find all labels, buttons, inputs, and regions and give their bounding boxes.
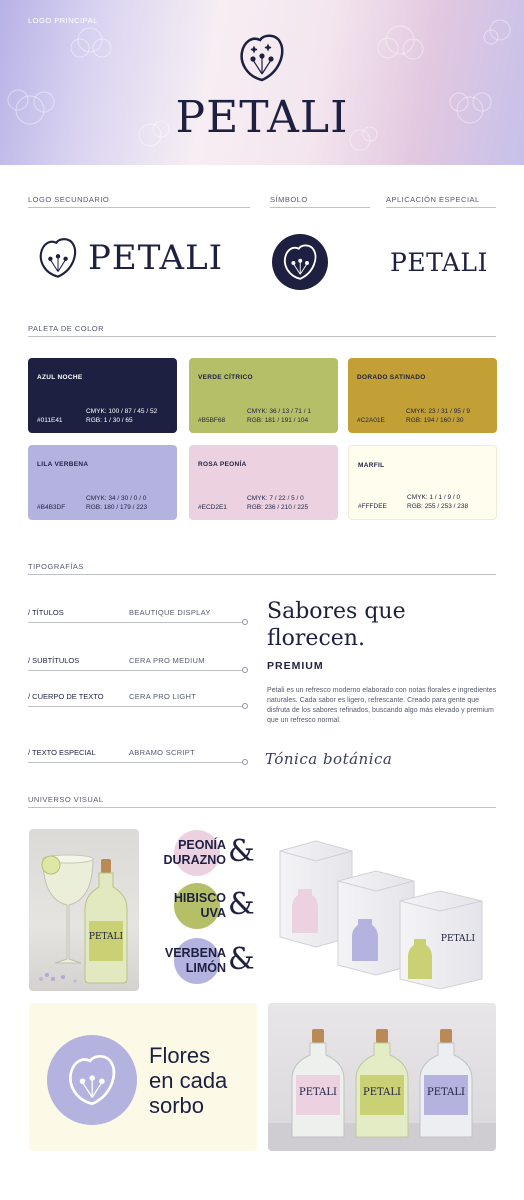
type-role: / TÍTULOS xyxy=(28,608,64,617)
swatch-name: AZUL NOCHE xyxy=(37,374,83,381)
swatch-rgb: RGB: 181 / 191 / 104 xyxy=(247,417,309,424)
secondary-logo xyxy=(36,236,223,280)
circle-marker-icon xyxy=(242,703,248,709)
circle-marker-icon xyxy=(242,759,248,765)
divider xyxy=(28,207,250,208)
swatch-rgb: RGB: 236 / 210 / 225 xyxy=(247,504,309,511)
swatch-name: LILA VERBENA xyxy=(37,461,89,468)
color-swatch xyxy=(189,445,338,520)
swatch-cmyk: CMYK: 36 / 13 / 71 / 1 xyxy=(247,408,311,415)
circle-marker-icon xyxy=(242,619,248,625)
swatch-hex: #ECD2E1 xyxy=(198,504,227,511)
swatch-cmyk: CMYK: 1 / 1 / 9 / 0 xyxy=(407,494,461,501)
petal-emblem-icon xyxy=(272,234,328,290)
typography-row-body xyxy=(28,692,248,706)
section-label-special: APLICACIÓN ESPECIAL xyxy=(386,195,480,204)
secondary-wordmark: PETALI xyxy=(88,238,224,278)
bottle-label-text: PETALI xyxy=(427,1087,465,1098)
bottle-label-text: PETALI xyxy=(88,932,124,942)
packaging-boxes-photo xyxy=(268,829,496,991)
type-font: BEAUTIQUE DISPLAY xyxy=(129,608,211,617)
bottle-label-text: PETALI xyxy=(363,1087,401,1098)
flavor-peonia-durazno: PEONÍA DURAZNO & xyxy=(170,830,252,876)
color-swatch xyxy=(348,445,497,520)
swatch-hex: #B4B3DF xyxy=(37,504,66,511)
color-swatch xyxy=(348,358,497,433)
color-swatch xyxy=(28,445,177,520)
flavor-verbena-limon: VERBENA LIMÓN & xyxy=(170,938,252,984)
swatch-hex: #B5BF68 xyxy=(198,417,226,424)
divider xyxy=(28,807,496,808)
display-sample: Sabores que florecen. xyxy=(267,599,406,651)
petal-emblem-icon xyxy=(236,32,288,84)
swatch-name: ROSA PEONÍA xyxy=(198,461,247,468)
swatch-name: VERDE CÍTRICO xyxy=(198,374,253,381)
symbol-badge xyxy=(272,234,328,290)
special-wordmark: PETALI xyxy=(390,248,488,277)
type-role: / SUBTÍTULOS xyxy=(28,656,80,665)
circle-marker-icon xyxy=(242,667,248,673)
swatch-name: MARFIL xyxy=(358,462,385,469)
swatch-rgb: RGB: 180 / 179 / 223 xyxy=(86,504,148,511)
divider xyxy=(386,207,496,208)
type-role: / CUERPO DE TEXTO xyxy=(28,692,104,701)
hero-banner xyxy=(0,0,524,165)
section-label-primary-logo: LOGO PRINCIPAL xyxy=(28,16,98,25)
section-label-secondary-logo: LOGO SECUNDARIO xyxy=(28,195,110,204)
three-bottles-photo xyxy=(268,1003,496,1151)
body-sample: Petali es un refresco moderno elaborado con notas florales e ingredientes naturales. Cada sabor es ligero, refrescante. Creado para gente que disfruta de los sabores refinados, buscando algo más elevado y premium que un refresco normal. xyxy=(267,687,497,724)
swatch-cmyk: CMYK: 100 / 87 / 45 / 52 xyxy=(86,408,158,415)
tagline: Flores en cada sorbo xyxy=(149,1043,228,1118)
typography-row-special xyxy=(28,748,248,762)
type-font: CERA PRO MEDIUM xyxy=(129,656,205,665)
section-label-universe: UNIVERSO VISUAL xyxy=(28,795,104,804)
divider xyxy=(270,207,370,208)
typography-row-subtitles xyxy=(28,656,248,670)
petal-emblem-icon xyxy=(36,236,80,280)
type-role: / TEXTO ESPECIAL xyxy=(28,748,96,757)
swatch-rgb: RGB: 1 / 30 / 65 xyxy=(86,417,133,424)
section-label-symbol: SÍMBOLO xyxy=(270,195,308,204)
box-label-text: PETALI xyxy=(440,934,476,944)
flavor-hibisco-uva: HIBISCO UVA & xyxy=(170,883,252,929)
swatch-hex: #FFFDEE xyxy=(358,503,387,510)
swatch-rgb: RGB: 255 / 253 / 238 xyxy=(407,503,469,510)
script-sample: Tónica botánica xyxy=(265,750,393,768)
tagline-panel xyxy=(29,1003,257,1151)
typography-row-titles xyxy=(28,608,248,622)
swatch-cmyk: CMYK: 23 / 31 / 95 / 9 xyxy=(406,408,470,415)
symbol-badge xyxy=(47,1035,137,1125)
type-font: ABRAMO SCRIPT xyxy=(129,748,195,757)
divider xyxy=(28,574,496,575)
type-font: CERA PRO LIGHT xyxy=(129,692,197,701)
color-swatch xyxy=(189,358,338,433)
swatch-cmyk: CMYK: 7 / 22 / 5 / 0 xyxy=(247,495,304,502)
bottle-glass-photo xyxy=(29,829,139,991)
color-swatch xyxy=(28,358,177,433)
swatch-cmyk: CMYK: 34 / 30 / 0 / 0 xyxy=(86,495,147,502)
swatch-rgb: RGB: 194 / 160 / 30 xyxy=(406,417,464,424)
swatch-name: DORADO SATINADO xyxy=(357,374,426,381)
divider xyxy=(28,336,496,337)
subtitle-sample: PREMIUM xyxy=(267,660,324,672)
bottle-label-text: PETALI xyxy=(299,1087,337,1098)
swatch-hex: #C2A01E xyxy=(357,417,385,424)
swatch-hex: #011E41 xyxy=(37,417,63,424)
primary-wordmark: PETALI xyxy=(175,92,349,143)
petal-emblem-icon xyxy=(47,1035,137,1125)
section-label-palette: PALETA DE COLOR xyxy=(28,324,104,333)
section-label-typography: TIPOGRAFÍAS xyxy=(28,562,84,571)
